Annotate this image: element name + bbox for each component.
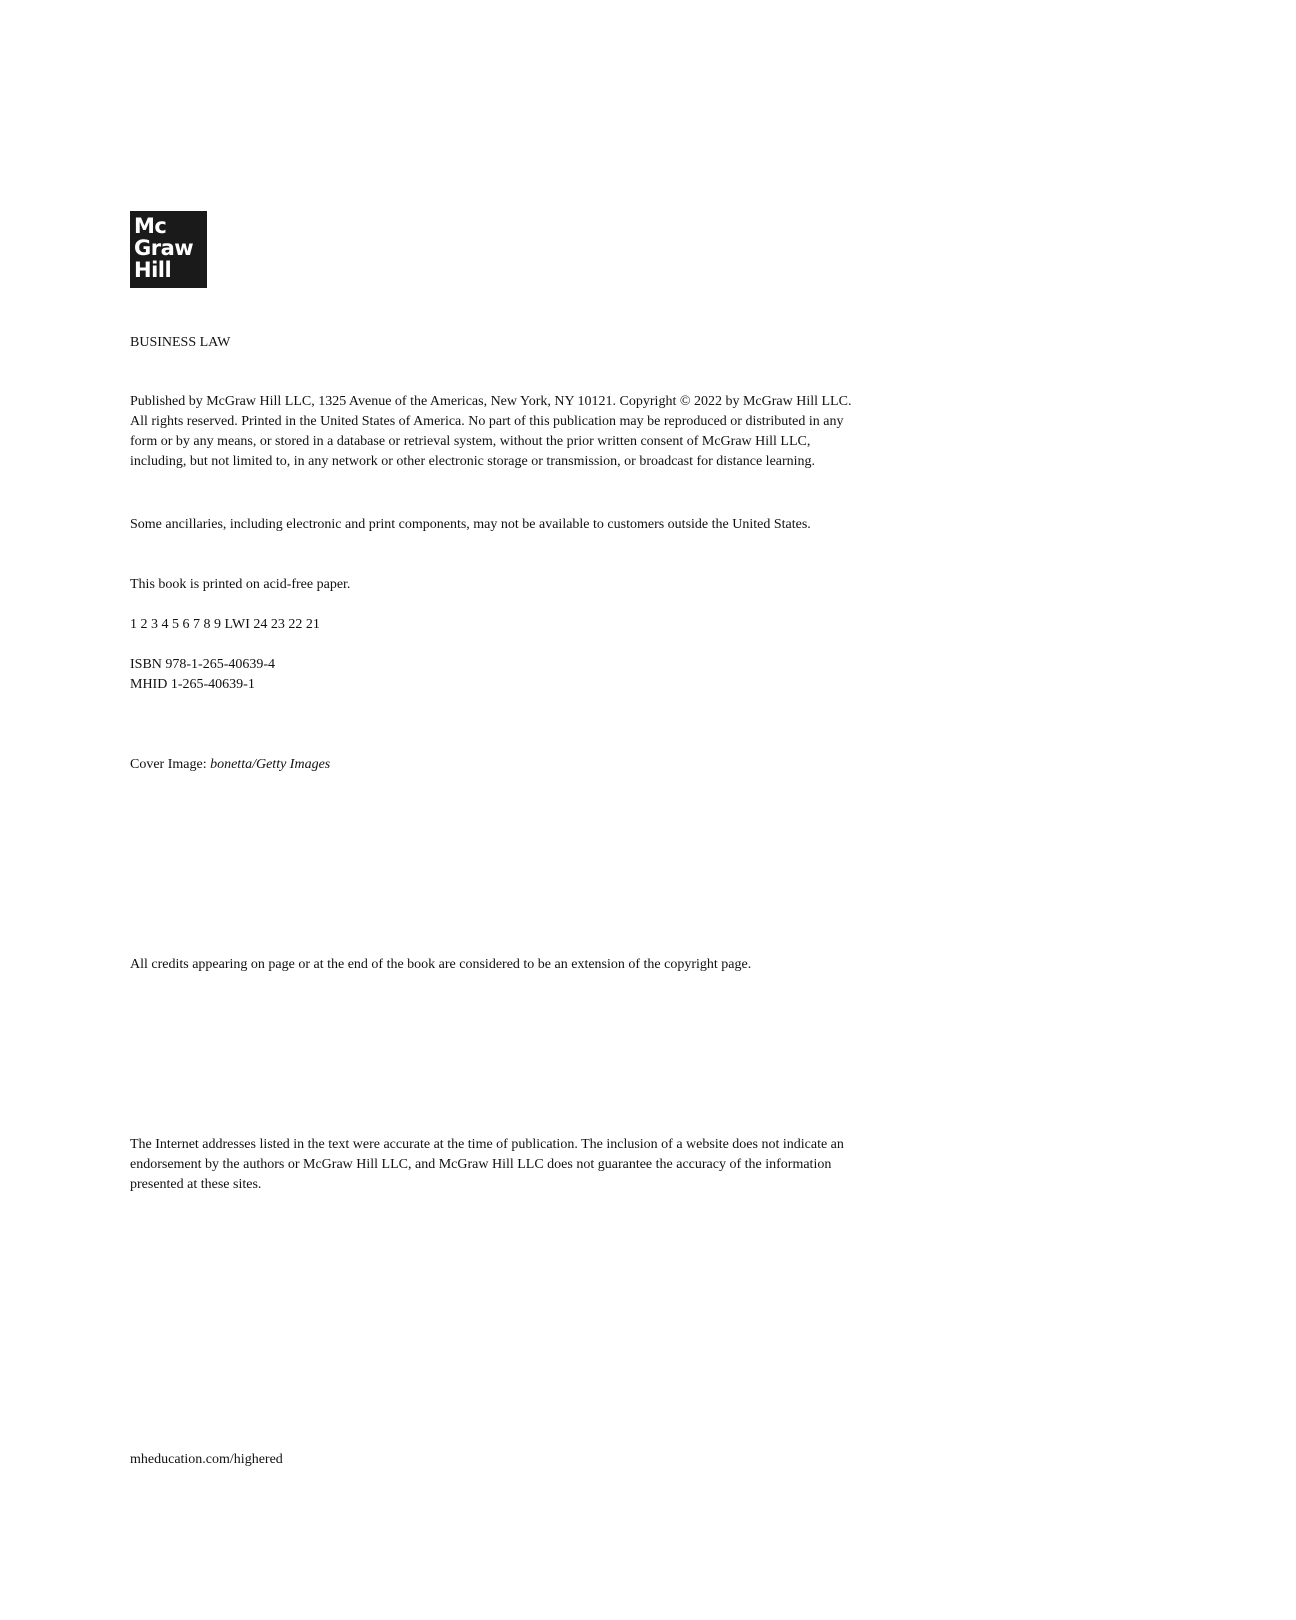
logo-line-3: Hill [134, 258, 172, 282]
website-url-text: mheducation.com/highered [130, 1452, 283, 1467]
cover-image-source: bonetta/Getty Images [210, 757, 331, 772]
credits-notice [130, 955, 860, 975]
print-line-text: 1 2 3 4 5 6 7 8 9 LWI 24 23 22 21 [130, 617, 320, 632]
book-title-text: BUSINESS LAW [130, 335, 231, 350]
cover-image-label: Cover Image: [130, 757, 211, 772]
credits-notice-text: All credits appearing on page or at the end of the book are considered to be an extension of the copyright page. [130, 957, 752, 972]
print-line [130, 615, 860, 635]
cover-image-credit [130, 755, 860, 775]
paper-notice [130, 575, 860, 595]
publisher-notice [130, 392, 860, 472]
ancillaries-notice [130, 515, 860, 535]
isbn-text: ISBN 978-1-265-40639-4 [130, 657, 276, 672]
internet-notice [130, 1135, 860, 1195]
book-title [130, 333, 860, 353]
logo-line-1: Mc [134, 214, 167, 238]
isbn-block [130, 655, 860, 695]
mcgraw-hill-logo [130, 211, 207, 288]
ancillaries-notice-text: Some ancillaries, including electronic and print components, may not be available to customers outside the United States. [130, 517, 811, 532]
paper-notice-text: This book is printed on acid-free paper. [130, 577, 351, 592]
website-url [130, 1450, 860, 1470]
publisher-notice-text: Published by McGraw Hill LLC, 1325 Avenue of the Americas, New York, NY 10121. Copyright © 2022 by McGraw Hill LLC. All rights reserved. Printed in the United States of America. No part of this publication may be reproduced or distributed in any form or by any means, or stored in a database or retrieval system, without the prior written consent of McGraw Hill LLC, including, but not limited to, in any network or other electronic storage or transmission, or broadcast for distance learning. [130, 394, 852, 469]
mhid-text: MHID 1-265-40639-1 [130, 677, 255, 692]
logo-line-2: Graw [134, 236, 194, 260]
internet-notice-text: The Internet addresses listed in the text were accurate at the time of publication. The inclusion of a website does not indicate an endorsement by the authors or McGraw Hill LLC, and McGraw Hill LLC does not guarantee the accuracy of the information presented at these sites. [130, 1137, 844, 1192]
cover-image-line [130, 755, 860, 775]
